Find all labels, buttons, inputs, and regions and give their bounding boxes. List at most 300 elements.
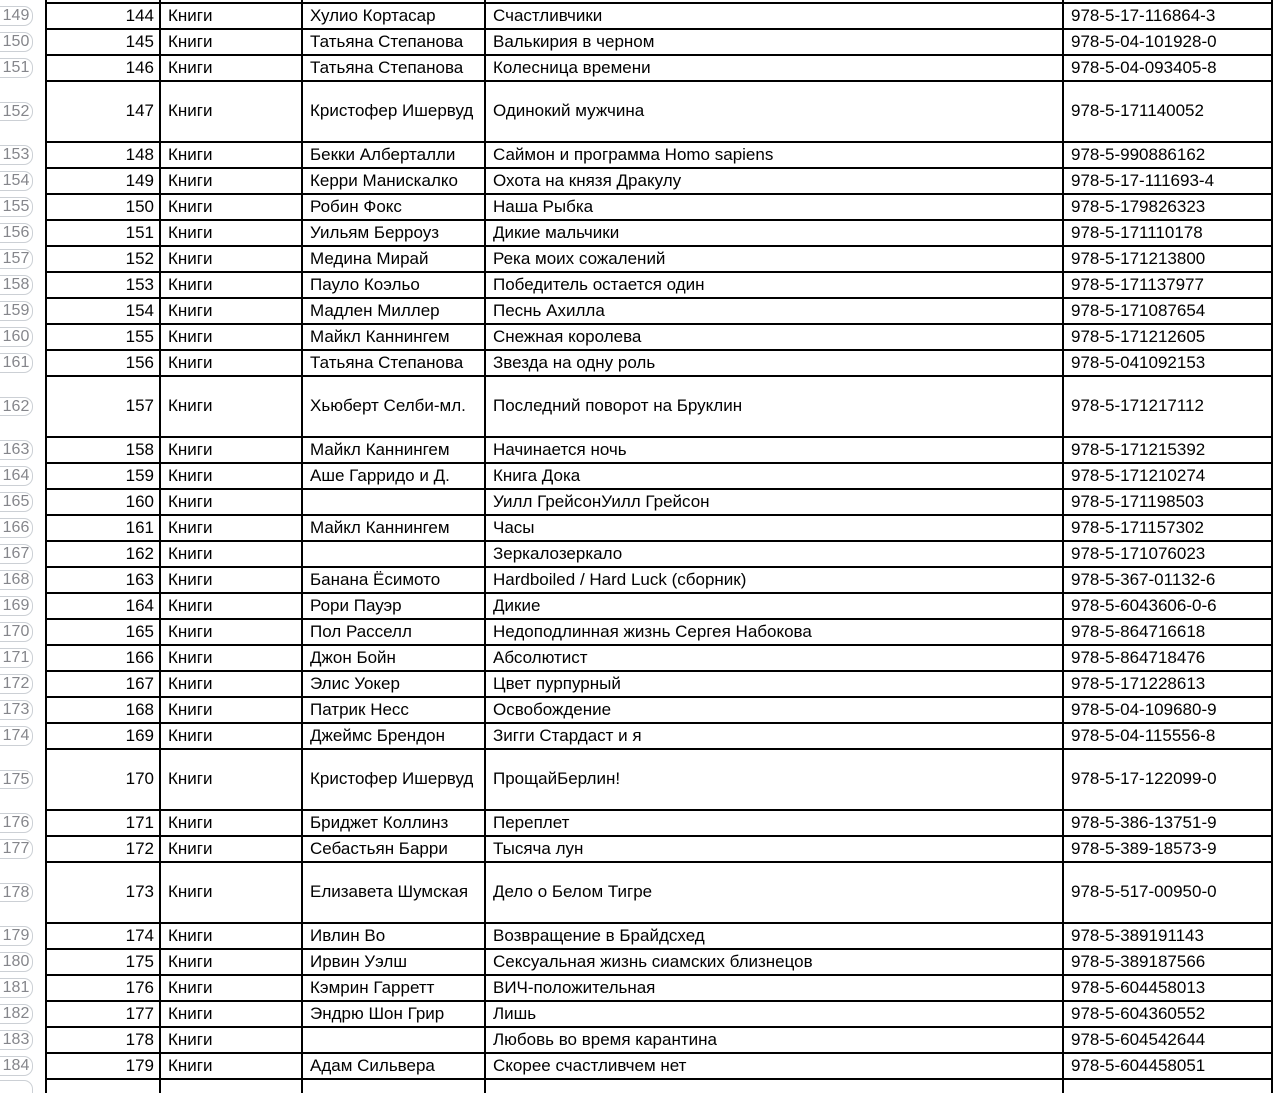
cell-number[interactable]: 160 [46, 489, 160, 515]
table-row [0, 272, 1280, 298]
cell-title[interactable]: Победитель остается один [485, 272, 1063, 298]
cell-category[interactable]: Книги [160, 949, 302, 975]
cell-author[interactable]: Татьяна Степанова [302, 350, 485, 376]
cell-number[interactable]: 178 [46, 1027, 160, 1053]
cell-isbn[interactable] [1063, 1079, 1272, 1093]
table-row [0, 437, 1280, 463]
cell-title[interactable]: Hardboiled / Hard Luck (сборник) [485, 567, 1063, 593]
row-number: 184 [0, 1056, 33, 1076]
cell-title[interactable]: ПрощайБерлин! [485, 749, 1063, 810]
cell-number[interactable]: 171 [46, 810, 160, 836]
row-number: 168 [0, 570, 33, 590]
cell-category[interactable]: Книги [160, 194, 302, 220]
cell-category[interactable]: Книги [160, 671, 302, 697]
cell-isbn[interactable]: 978-5-17-116864-3 [1063, 3, 1272, 29]
right-margin-cell [1272, 975, 1280, 1001]
row-number: 176 [0, 813, 33, 833]
right-margin-cell [1272, 437, 1280, 463]
cell-isbn[interactable]: 978-5-171212605 [1063, 324, 1272, 350]
table-row [0, 975, 1280, 1001]
row-header[interactable] [0, 749, 46, 810]
cell-number[interactable]: 165 [46, 619, 160, 645]
row-number: 149 [0, 6, 33, 26]
cell-number[interactable]: 179 [46, 1053, 160, 1079]
cell-number[interactable]: 175 [46, 949, 160, 975]
table-row [0, 645, 1280, 671]
table-row [0, 949, 1280, 975]
cell-category[interactable]: Книги [160, 836, 302, 862]
cell-author[interactable]: Кристофер Ишервуд [302, 749, 485, 810]
cell-number[interactable]: 159 [46, 463, 160, 489]
right-margin-cell [1272, 142, 1280, 168]
cell-author[interactable]: Кристофер Ишервуд [302, 81, 485, 142]
cell-number[interactable]: 146 [46, 55, 160, 81]
cell-author[interactable]: Ивлин Во [302, 923, 485, 949]
cell-number[interactable]: 164 [46, 593, 160, 619]
right-margin-cell [1272, 836, 1280, 862]
cell-category[interactable]: Книги [160, 463, 302, 489]
cell-author[interactable] [302, 489, 485, 515]
right-margin-cell [1272, 81, 1280, 142]
cell-number[interactable]: 145 [46, 29, 160, 55]
cell-isbn[interactable]: 978-5-17-111693-4 [1063, 168, 1272, 194]
row-header[interactable] [0, 862, 46, 923]
cell-title[interactable]: Дикие [485, 593, 1063, 619]
cell-number[interactable]: 148 [46, 142, 160, 168]
row-number: 163 [0, 440, 33, 460]
cell-number[interactable] [46, 1079, 160, 1093]
row-number: 157 [0, 249, 33, 269]
cell-isbn[interactable]: 978-5-171087654 [1063, 298, 1272, 324]
right-margin-cell [1272, 350, 1280, 376]
table-row [0, 489, 1280, 515]
row-header[interactable] [0, 29, 46, 55]
table-row [0, 376, 1280, 437]
cell-author[interactable]: Элис Уокер [302, 671, 485, 697]
row-header[interactable] [0, 975, 46, 1001]
cell-author[interactable]: Медина Мирай [302, 246, 485, 272]
cell-category[interactable]: Книги [160, 376, 302, 437]
cell-isbn[interactable]: 978-5-517-00950-0 [1063, 862, 1272, 923]
right-margin-cell [1272, 489, 1280, 515]
cell-isbn[interactable]: 978-5-04-109680-9 [1063, 697, 1272, 723]
table-row [0, 29, 1280, 55]
row-number: 174 [0, 726, 33, 746]
right-margin-cell [1272, 55, 1280, 81]
row-header[interactable] [0, 541, 46, 567]
cell-category[interactable]: Книги [160, 1001, 302, 1027]
row-header[interactable] [0, 1001, 46, 1027]
row-number: 158 [0, 275, 33, 295]
cell-title[interactable]: Песнь Ахилла [485, 298, 1063, 324]
cell-number[interactable]: 169 [46, 723, 160, 749]
right-margin-cell [1272, 29, 1280, 55]
cell-category[interactable]: Книги [160, 1027, 302, 1053]
cell-number[interactable]: 166 [46, 645, 160, 671]
table-row [0, 1001, 1280, 1027]
cell-title[interactable]: Цвет пурпурный [485, 671, 1063, 697]
table-row [0, 567, 1280, 593]
cell-title[interactable]: Сексуальная жизнь сиамских близнецов [485, 949, 1063, 975]
row-number: 177 [0, 839, 33, 859]
cell-title[interactable]: Часы [485, 515, 1063, 541]
cell-author[interactable]: Майкл Каннингем [302, 437, 485, 463]
cell-category[interactable]: Книги [160, 272, 302, 298]
cell-author[interactable]: Эндрю Шон Грир [302, 1001, 485, 1027]
row-header[interactable] [0, 463, 46, 489]
cell-title[interactable]: Счастливчики [485, 3, 1063, 29]
cell-isbn[interactable]: 978-5-171137977 [1063, 272, 1272, 298]
row-number: 169 [0, 596, 33, 616]
right-margin-cell [1272, 567, 1280, 593]
cell-isbn[interactable]: 978-5-990886162 [1063, 142, 1272, 168]
cell-isbn[interactable]: 978-5-171210274 [1063, 463, 1272, 489]
row-header[interactable] [0, 194, 46, 220]
cell-number[interactable]: 147 [46, 81, 160, 142]
cell-author[interactable] [302, 1079, 485, 1093]
row-number: 154 [0, 171, 33, 191]
cell-number[interactable]: 151 [46, 220, 160, 246]
row-header[interactable] [0, 515, 46, 541]
cell-category[interactable]: Книги [160, 55, 302, 81]
row-header[interactable] [0, 81, 46, 142]
cell-number[interactable]: 162 [46, 541, 160, 567]
right-margin-cell [1272, 246, 1280, 272]
cell-author[interactable]: Хьюберт Селби-мл. [302, 376, 485, 437]
row-header[interactable] [0, 489, 46, 515]
row-header[interactable] [0, 949, 46, 975]
cell-category[interactable]: Книги [160, 142, 302, 168]
cell-author[interactable]: Адам Сильвера [302, 1053, 485, 1079]
cell-category[interactable]: Книги [160, 168, 302, 194]
table-row [0, 1053, 1280, 1079]
cell-isbn[interactable]: 978-5-17-122099-0 [1063, 749, 1272, 810]
cell-isbn[interactable]: 978-5-04-101928-0 [1063, 29, 1272, 55]
row-number: 165 [0, 492, 33, 512]
cell-category[interactable]: Книги [160, 723, 302, 749]
cell-isbn[interactable]: 978-5-604542644 [1063, 1027, 1272, 1053]
cell-isbn[interactable]: 978-5-041092153 [1063, 350, 1272, 376]
right-margin-cell [1272, 220, 1280, 246]
cell-author[interactable]: Банана Ёсимото [302, 567, 485, 593]
cell-number[interactable]: 174 [46, 923, 160, 949]
table-row [0, 619, 1280, 645]
cell-title[interactable]: Уилл ГрейсонУилл Грейсон [485, 489, 1063, 515]
cell-number[interactable]: 176 [46, 975, 160, 1001]
cell-number[interactable]: 170 [46, 749, 160, 810]
row-header[interactable] [0, 3, 46, 29]
cell-title[interactable]: Тысяча лун [485, 836, 1063, 862]
right-margin-cell [1272, 671, 1280, 697]
right-margin-cell [1272, 324, 1280, 350]
cell-author[interactable]: Татьяна Степанова [302, 55, 485, 81]
table-row [0, 81, 1280, 142]
row-header[interactable] [0, 350, 46, 376]
cell-title[interactable]: Звезда на одну роль [485, 350, 1063, 376]
cell-title[interactable]: Валькирия в черном [485, 29, 1063, 55]
right-margin-cell [1272, 3, 1280, 29]
cell-isbn[interactable]: 978-5-367-01132-6 [1063, 567, 1272, 593]
cell-category[interactable]: Книги [160, 324, 302, 350]
row-header[interactable] [0, 923, 46, 949]
cell-title[interactable]: Скорее счастливчем нет [485, 1053, 1063, 1079]
row-header[interactable] [0, 593, 46, 619]
cell-author[interactable]: Ирвин Уэлш [302, 949, 485, 975]
row-number: 161 [0, 353, 33, 373]
cell-author[interactable]: Робин Фокс [302, 194, 485, 220]
cell-number[interactable]: 153 [46, 272, 160, 298]
cell-title[interactable]: Охота на князя Дракулу [485, 168, 1063, 194]
row-header[interactable] [0, 671, 46, 697]
cell-number[interactable]: 150 [46, 194, 160, 220]
cell-title[interactable]: Начинается ночь [485, 437, 1063, 463]
row-number: 175 [0, 770, 33, 790]
cell-category[interactable]: Книги [160, 862, 302, 923]
cell-category[interactable]: Книги [160, 567, 302, 593]
table-row [0, 350, 1280, 376]
cell-isbn[interactable]: 978-5-389187566 [1063, 949, 1272, 975]
cell-title[interactable]: Колесница времени [485, 55, 1063, 81]
cell-isbn[interactable]: 978-5-864716618 [1063, 619, 1272, 645]
cell-number[interactable]: 144 [46, 3, 160, 29]
table-row [0, 298, 1280, 324]
right-margin-cell [1272, 593, 1280, 619]
cell-number[interactable]: 152 [46, 246, 160, 272]
row-header[interactable] [0, 697, 46, 723]
cell-number[interactable]: 158 [46, 437, 160, 463]
cell-category[interactable]: Книги [160, 923, 302, 949]
row-number: 151 [0, 58, 33, 78]
row-header[interactable] [0, 645, 46, 671]
table-row [0, 723, 1280, 749]
cell-author[interactable]: Аше Гарридо и Д. [302, 463, 485, 489]
cell-isbn[interactable]: 978-5-171076023 [1063, 541, 1272, 567]
cell-title[interactable]: Саймон и программа Homo sapiens [485, 142, 1063, 168]
cell-author[interactable]: Елизавета Шумская [302, 862, 485, 923]
cell-author[interactable]: Патрик Несс [302, 697, 485, 723]
cell-author[interactable]: Себастьян Барри [302, 836, 485, 862]
cell-category[interactable]: Книги [160, 29, 302, 55]
row-number: 167 [0, 544, 33, 564]
cell-category[interactable]: Книги [160, 975, 302, 1001]
cell-number[interactable]: 149 [46, 168, 160, 194]
cell-number[interactable]: 168 [46, 697, 160, 723]
cell-isbn[interactable]: 978-5-6043606-0-6 [1063, 593, 1272, 619]
cell-title[interactable]: ВИЧ-положительная [485, 975, 1063, 1001]
cell-title[interactable]: Последний поворот на Бруклин [485, 376, 1063, 437]
cell-category[interactable]: Книги [160, 515, 302, 541]
right-margin-cell [1272, 619, 1280, 645]
row-number: 166 [0, 518, 33, 538]
row-number: 172 [0, 674, 33, 694]
row-number [0, 1080, 33, 1093]
row-header[interactable] [0, 1079, 46, 1093]
cell-category[interactable]: Книги [160, 81, 302, 142]
table-row [0, 541, 1280, 567]
cell-number[interactable]: 154 [46, 298, 160, 324]
table-row [0, 168, 1280, 194]
cell-isbn[interactable]: 978-5-179826323 [1063, 194, 1272, 220]
row-header[interactable] [0, 272, 46, 298]
right-margin-cell [1272, 697, 1280, 723]
cell-category[interactable]: Книги [160, 246, 302, 272]
cell-author[interactable]: Бриджет Коллинз [302, 810, 485, 836]
row-number: 164 [0, 466, 33, 486]
cell-title[interactable]: Зеркалозеркало [485, 541, 1063, 567]
cell-number[interactable]: 157 [46, 376, 160, 437]
cell-category[interactable]: Книги [160, 619, 302, 645]
cell-isbn[interactable]: 978-5-171140052 [1063, 81, 1272, 142]
cell-author[interactable]: Майкл Каннингем [302, 515, 485, 541]
cell-author[interactable]: Рори Пауэр [302, 593, 485, 619]
cell-isbn[interactable]: 978-5-04-115556-8 [1063, 723, 1272, 749]
cell-title[interactable] [485, 1079, 1063, 1093]
cell-title[interactable]: Зигги Стардаст и я [485, 723, 1063, 749]
table-row [0, 324, 1280, 350]
cell-title[interactable]: Освобождение [485, 697, 1063, 723]
cell-category[interactable]: Книги [160, 541, 302, 567]
cell-title[interactable]: Наша Рыбка [485, 194, 1063, 220]
cell-isbn[interactable]: 978-5-604458013 [1063, 975, 1272, 1001]
table-row [0, 3, 1280, 29]
cell-number[interactable]: 172 [46, 836, 160, 862]
row-header[interactable] [0, 1027, 46, 1053]
cell-category[interactable]: Книги [160, 810, 302, 836]
table-row [0, 142, 1280, 168]
row-number: 153 [0, 145, 33, 165]
cell-author[interactable]: Пауло Коэльо [302, 272, 485, 298]
cell-author[interactable]: Джеймс Брендон [302, 723, 485, 749]
cell-category[interactable]: Книги [160, 350, 302, 376]
row-header[interactable] [0, 619, 46, 645]
cell-author[interactable] [302, 1027, 485, 1053]
cell-isbn[interactable]: 978-5-389-18573-9 [1063, 836, 1272, 862]
table-row [0, 55, 1280, 81]
table-row [0, 862, 1280, 923]
table-row [0, 220, 1280, 246]
cell-isbn[interactable]: 978-5-386-13751-9 [1063, 810, 1272, 836]
cell-title[interactable]: Дело о Белом Тигре [485, 862, 1063, 923]
cell-isbn[interactable]: 978-5-389191143 [1063, 923, 1272, 949]
row-header[interactable] [0, 246, 46, 272]
cell-title[interactable]: Лишь [485, 1001, 1063, 1027]
table-row [0, 463, 1280, 489]
cell-number[interactable]: 163 [46, 567, 160, 593]
right-margin-cell [1272, 541, 1280, 567]
cell-author[interactable]: Пол Расселл [302, 619, 485, 645]
cell-isbn[interactable]: 978-5-171157302 [1063, 515, 1272, 541]
row-header[interactable] [0, 324, 46, 350]
row-number: 160 [0, 327, 33, 347]
row-header[interactable] [0, 55, 46, 81]
table-row [0, 836, 1280, 862]
cell-title[interactable]: Дикие мальчики [485, 220, 1063, 246]
cell-isbn[interactable]: 978-5-171198503 [1063, 489, 1272, 515]
cell-title[interactable]: Книга Дока [485, 463, 1063, 489]
right-margin-cell [1272, 515, 1280, 541]
cell-isbn[interactable]: 978-5-171213800 [1063, 246, 1272, 272]
cell-isbn[interactable]: 978-5-171215392 [1063, 437, 1272, 463]
row-number: 155 [0, 197, 33, 217]
cell-category[interactable]: Книги [160, 298, 302, 324]
row-header[interactable] [0, 567, 46, 593]
cell-isbn[interactable]: 978-5-171217112 [1063, 376, 1272, 437]
cell-title[interactable]: Одинокий мужчина [485, 81, 1063, 142]
row-header[interactable] [0, 220, 46, 246]
cell-isbn[interactable]: 978-5-864718476 [1063, 645, 1272, 671]
right-margin-cell [1272, 723, 1280, 749]
cell-number[interactable]: 173 [46, 862, 160, 923]
row-number: 180 [0, 952, 33, 972]
row-header[interactable] [0, 723, 46, 749]
cell-number[interactable]: 156 [46, 350, 160, 376]
cell-title[interactable]: Снежная королева [485, 324, 1063, 350]
cell-isbn[interactable]: 978-5-171228613 [1063, 671, 1272, 697]
cell-author[interactable]: Хулио Кортасар [302, 3, 485, 29]
cell-title[interactable]: Недоподлинная жизнь Сергея Набокова [485, 619, 1063, 645]
table-row [0, 671, 1280, 697]
right-margin-cell [1272, 923, 1280, 949]
cell-title[interactable]: Река моих сожалений [485, 246, 1063, 272]
cell-number[interactable]: 161 [46, 515, 160, 541]
cell-author[interactable] [302, 541, 485, 567]
row-header[interactable] [0, 810, 46, 836]
row-number: 182 [0, 1004, 33, 1024]
row-header[interactable] [0, 168, 46, 194]
row-header[interactable] [0, 298, 46, 324]
cell-author[interactable]: Майкл Каннингем [302, 324, 485, 350]
cell-number[interactable]: 155 [46, 324, 160, 350]
table-row [0, 515, 1280, 541]
cell-category[interactable]: Книги [160, 697, 302, 723]
row-header[interactable] [0, 142, 46, 168]
cell-title[interactable]: Абсолютист [485, 645, 1063, 671]
cell-author[interactable]: Татьяна Степанова [302, 29, 485, 55]
cell-title[interactable]: Возвращение в Брайдсхед [485, 923, 1063, 949]
cell-title[interactable]: Любовь во время карантина [485, 1027, 1063, 1053]
cell-isbn[interactable]: 978-5-604360552 [1063, 1001, 1272, 1027]
cell-title[interactable]: Переплет [485, 810, 1063, 836]
cell-number[interactable]: 167 [46, 671, 160, 697]
cell-category[interactable]: Книги [160, 593, 302, 619]
row-header[interactable] [0, 836, 46, 862]
cell-category[interactable]: Книги [160, 749, 302, 810]
cell-isbn[interactable]: 978-5-171110178 [1063, 220, 1272, 246]
cell-author[interactable]: Бекки Алберталли [302, 142, 485, 168]
table-row [0, 1027, 1280, 1053]
row-header[interactable] [0, 1053, 46, 1079]
cell-category[interactable]: Книги [160, 489, 302, 515]
cell-category[interactable]: Книги [160, 437, 302, 463]
cell-isbn[interactable]: 978-5-604458051 [1063, 1053, 1272, 1079]
right-margin-cell [1272, 463, 1280, 489]
row-header[interactable] [0, 376, 46, 437]
cell-category[interactable]: Книги [160, 220, 302, 246]
cell-category[interactable] [160, 1079, 302, 1093]
row-number: 179 [0, 926, 33, 946]
cell-author[interactable]: Уильям Берроуз [302, 220, 485, 246]
cell-isbn[interactable]: 978-5-04-093405-8 [1063, 55, 1272, 81]
cell-number[interactable]: 177 [46, 1001, 160, 1027]
cell-category[interactable]: Книги [160, 1053, 302, 1079]
cell-category[interactable]: Книги [160, 645, 302, 671]
cell-author[interactable]: Мадлен Миллер [302, 298, 485, 324]
cell-author[interactable]: Джон Бойн [302, 645, 485, 671]
cell-author[interactable]: Керри Манискалко [302, 168, 485, 194]
row-header[interactable] [0, 437, 46, 463]
cell-category[interactable]: Книги [160, 3, 302, 29]
cell-author[interactable]: Кэмрин Гарретт [302, 975, 485, 1001]
